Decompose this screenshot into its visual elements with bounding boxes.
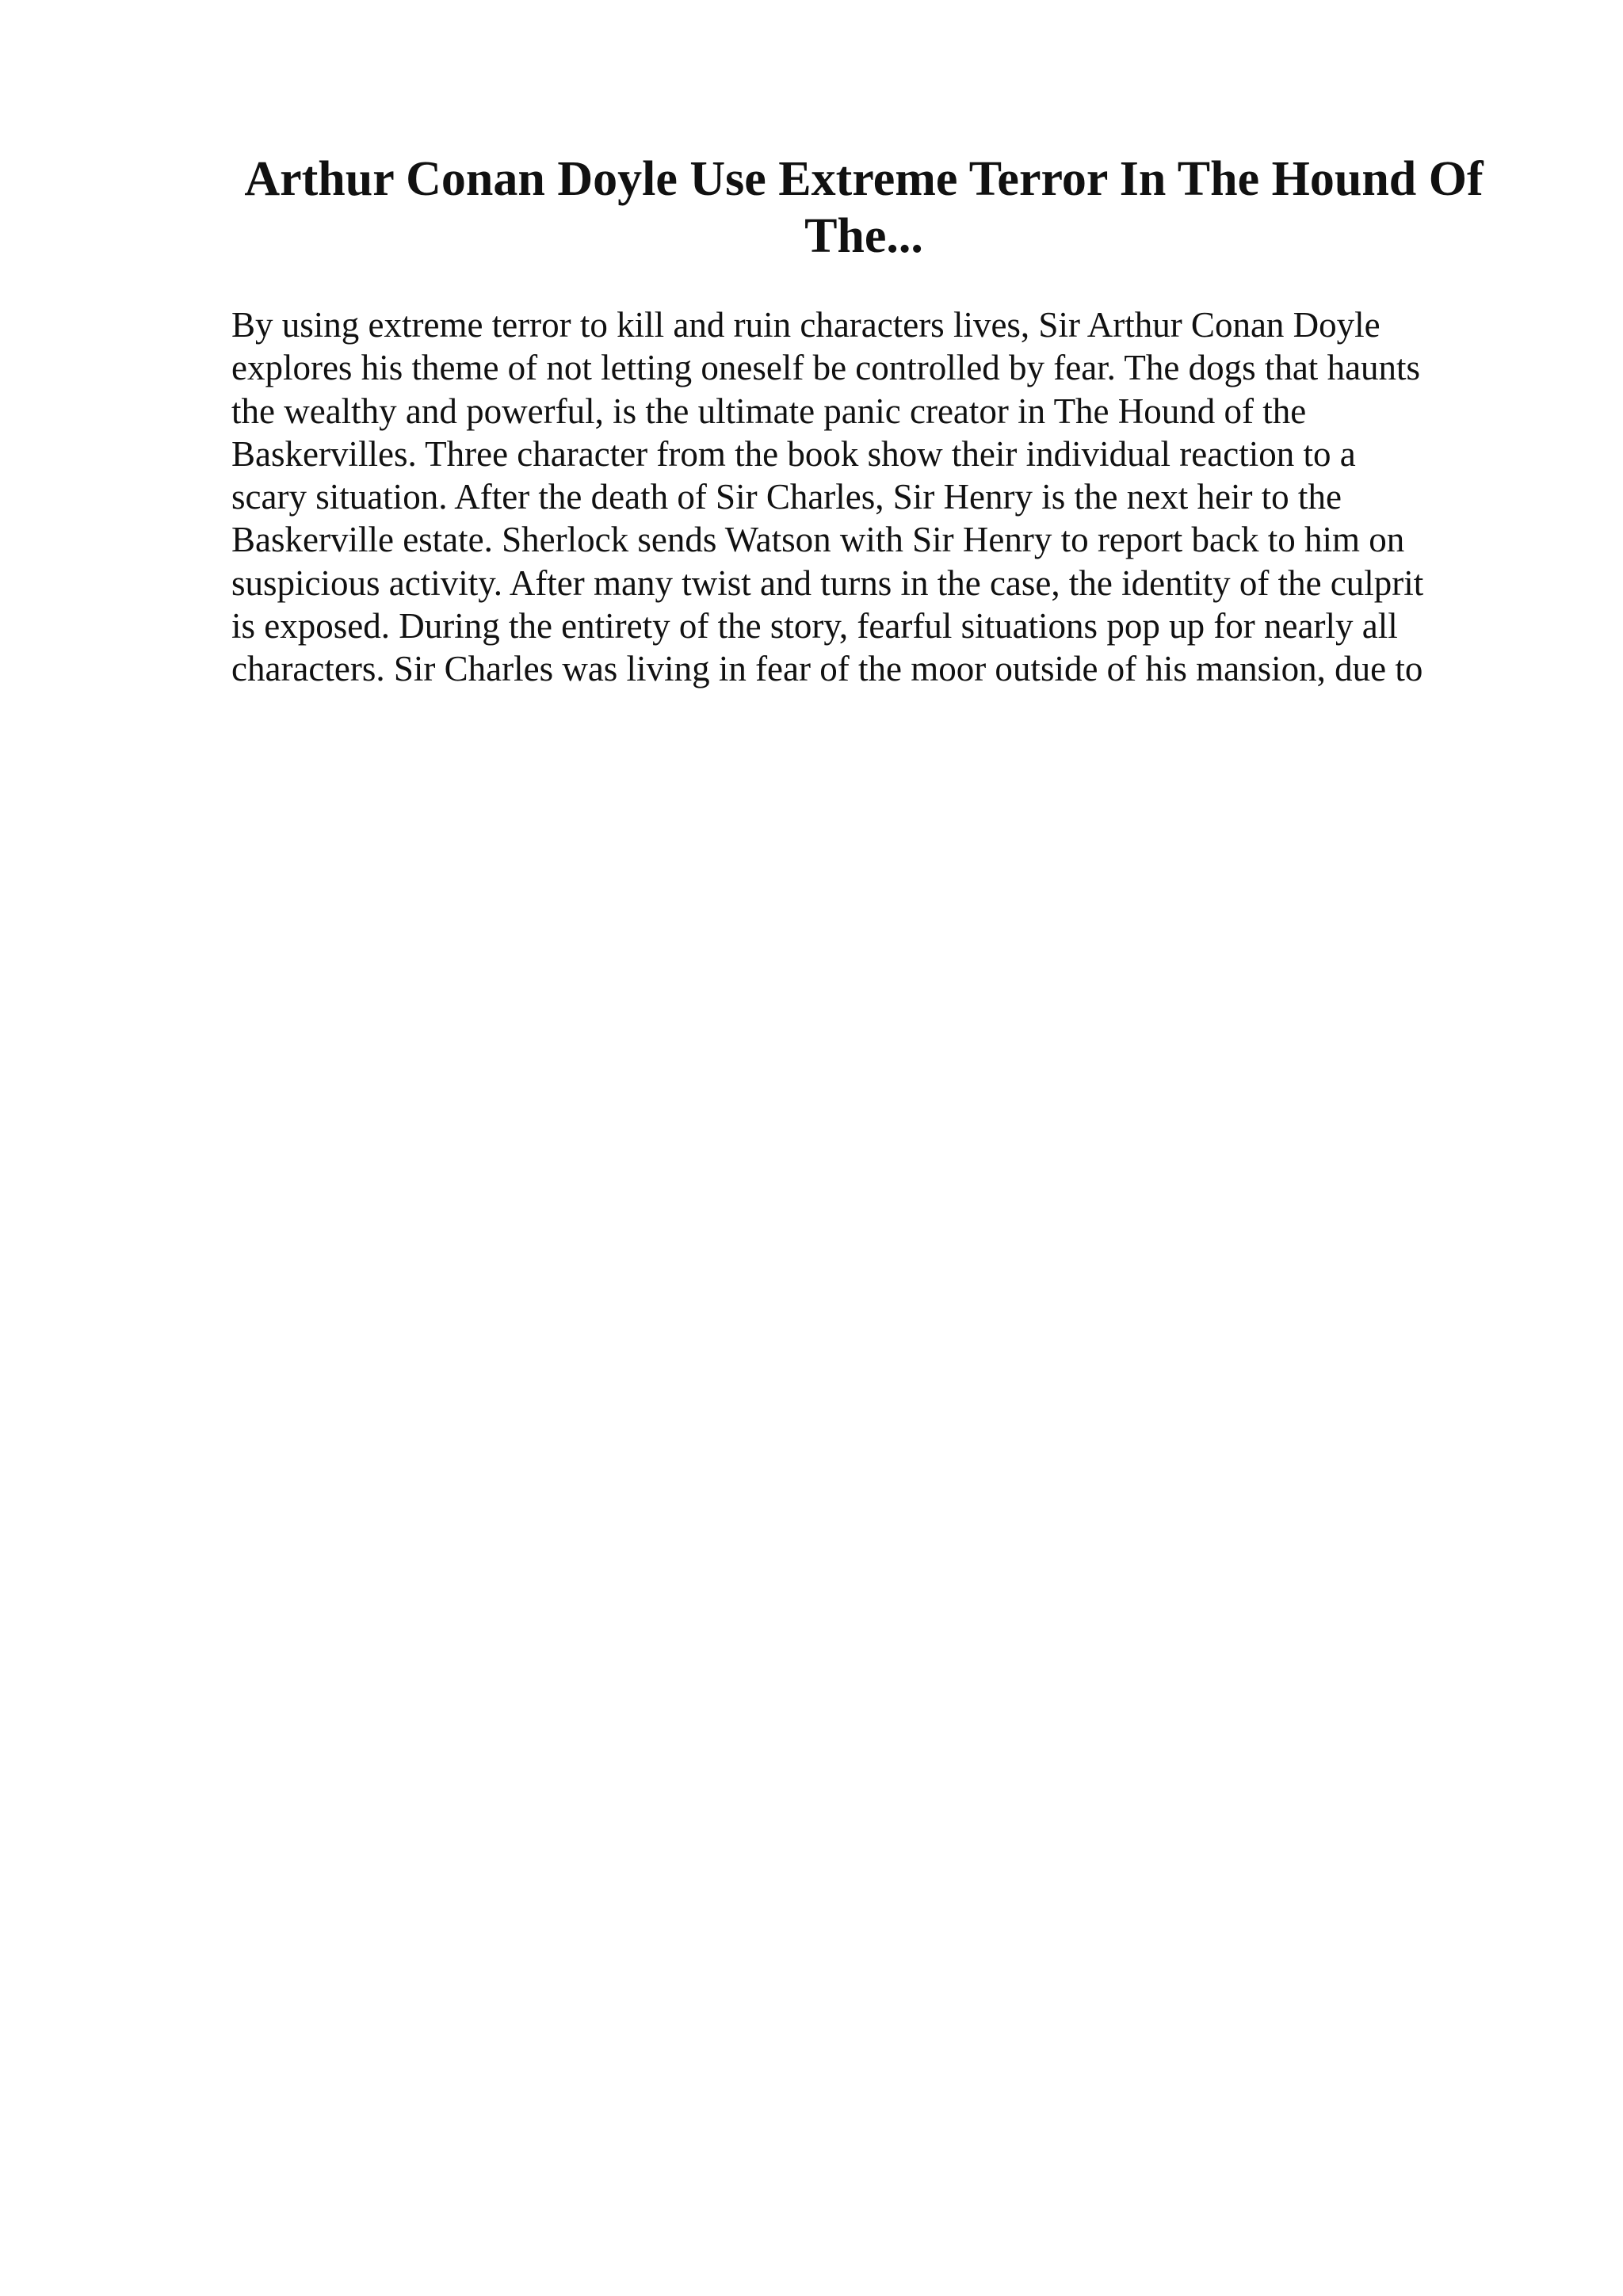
body-line: explores his theme of not letting oneself be controlled by fear. The dogs that haunts [231,348,1421,388]
document-body [231,303,1499,691]
document-title: Arthur Conan Doyle Use Extreme Terror In The Hound Of The... [244,152,1484,263]
body-line: the wealthy and powerful, is the ultimate panic creator in The Hound of the [231,391,1307,431]
body-line: Baskervilles. Three character from the book show their individual reaction to a [231,433,1356,474]
body-line: Baskerville estate. Sherlock sends Watson with Sir Henry to report back to him on [231,520,1405,560]
body-line: is exposed. During the entirety of the story, fearful situations pop up for nearly all [231,606,1398,646]
body-line: scary situation. After the death of Sir Charles, Sir Henry is the next heir to the [231,477,1342,517]
body-line: suspicious activity. After many twist and turns in the case, the identity of the culprit [231,563,1424,603]
body-line: By using extreme terror to kill and ruin characters lives, Sir Arthur Conan Doyle [231,305,1381,345]
body-line: characters. Sir Charles was living in fear of the moor outside of his mansion, due to [231,649,1423,689]
